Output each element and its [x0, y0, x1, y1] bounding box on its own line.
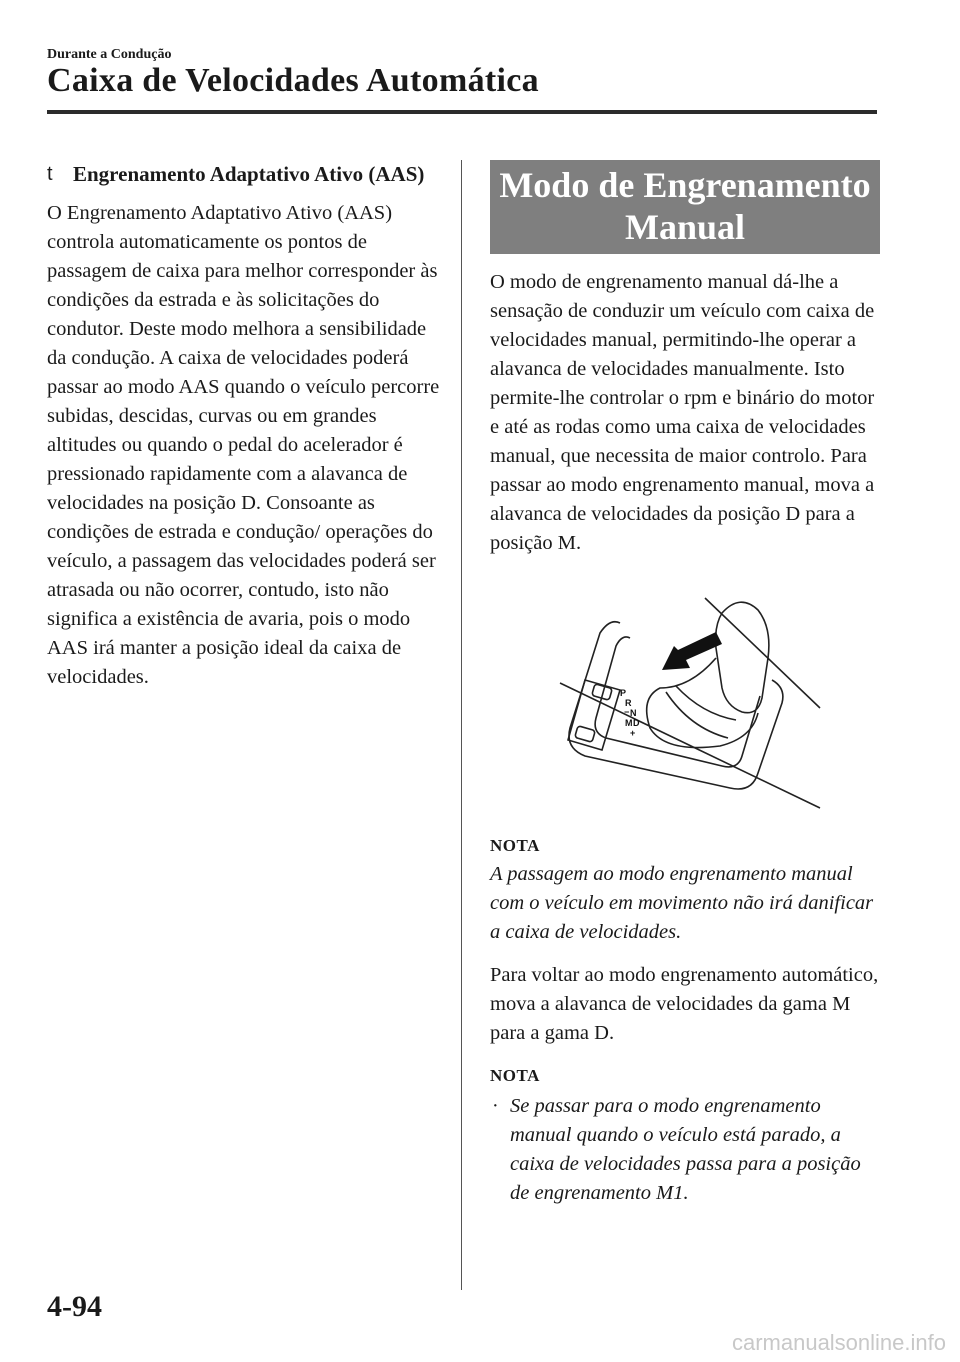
left-column	[47, 160, 442, 692]
section-breadcrumb: Durante a Condução	[47, 47, 172, 62]
page-title: Caixa de Velocidades Automática	[47, 62, 539, 99]
shift-boot	[647, 658, 758, 748]
gear-n-label: N	[630, 708, 637, 718]
gear-minus-label: −	[624, 707, 630, 717]
note-label-2: NOTA	[490, 1066, 540, 1085]
note-item-text: Se passar para o modo engrenamento manual quando o veículo está parado, a caixa de velocidades passa para a posição de engrenamento M1.	[510, 1095, 861, 1204]
direction-arrow	[662, 632, 722, 670]
bullet-marker: t	[47, 163, 53, 185]
shift-lever-drawing	[490, 588, 880, 818]
gear-d-label: D	[633, 718, 640, 728]
header-rule	[47, 110, 877, 114]
section-banner: Modo de Engrenamento Manual	[490, 160, 880, 254]
note-text-1: A passagem ao modo engrenamento manual com o veículo em movimento não irá danificar a caixa de velocidades.	[490, 863, 874, 943]
shift-knob	[716, 602, 769, 713]
note-label-1: NOTA	[490, 836, 540, 855]
gear-m-label: M	[625, 718, 633, 728]
page-number: 4-94	[47, 1290, 102, 1323]
aas-paragraph: O Engrenamento Adaptativo Ativo (AAS) controla automaticamente os pontos de passagem de caixa para melhor corresponder às condições da estrada e às solicitações do condutor. Deste modo melhora a sensibilidade da condução. A caixa de velocidades poderá passar ao modo AAS quando o veículo percorre subidas, descidas, curvas ou em grandes altitudes ou quando o pedal do acelerador é pressionado rapidamente com a alavanca de velocidades na posição D. Consoante as condições de estrada e condução/ operações do veículo, a passagem das velocidades poderá ser atrasada ou não ocorrer, contudo, isto não significa a existência de avaria, pois o modo AAS irá manter a posição ideal da caixa de velocidades.	[47, 202, 440, 688]
aas-subheading-text: Engrenamento Adaptativo Ativo (AAS)	[73, 162, 425, 186]
gear-r-label: R	[625, 698, 632, 708]
shift-lever-illustration	[490, 588, 880, 818]
indicator-box-bottom	[575, 726, 596, 742]
return-auto-paragraph: Para voltar ao modo engrenamento automático, mova a alavanca de velocidades da gama M para a gama D.	[490, 964, 879, 1044]
note-list-item	[490, 1092, 880, 1208]
gear-p-label: P	[620, 688, 627, 698]
aas-subheading	[47, 160, 442, 189]
column-divider	[461, 160, 462, 1290]
gear-plus-label: +	[630, 728, 636, 738]
note-bullet: ·	[492, 1095, 499, 1117]
watermark: carmanualsonline.info	[731, 1330, 946, 1355]
right-column	[490, 160, 880, 1208]
manual-mode-paragraph: O modo de engrenamento manual dá-lhe a sensação de conduzir um veículo com caixa de velocidades manual, permitindo-lhe operar a alavanca de velocidades manualmente. Isto permite-lhe controlar o rpm e binário do motor e até as rodas como uma caixa de velocidades manual, que necessita de maior controlo. Para passar ao modo engrenamento manual, mova a alavanca de velocidades da posição D para a posição M.	[490, 271, 875, 554]
console-edge-line	[560, 683, 820, 808]
